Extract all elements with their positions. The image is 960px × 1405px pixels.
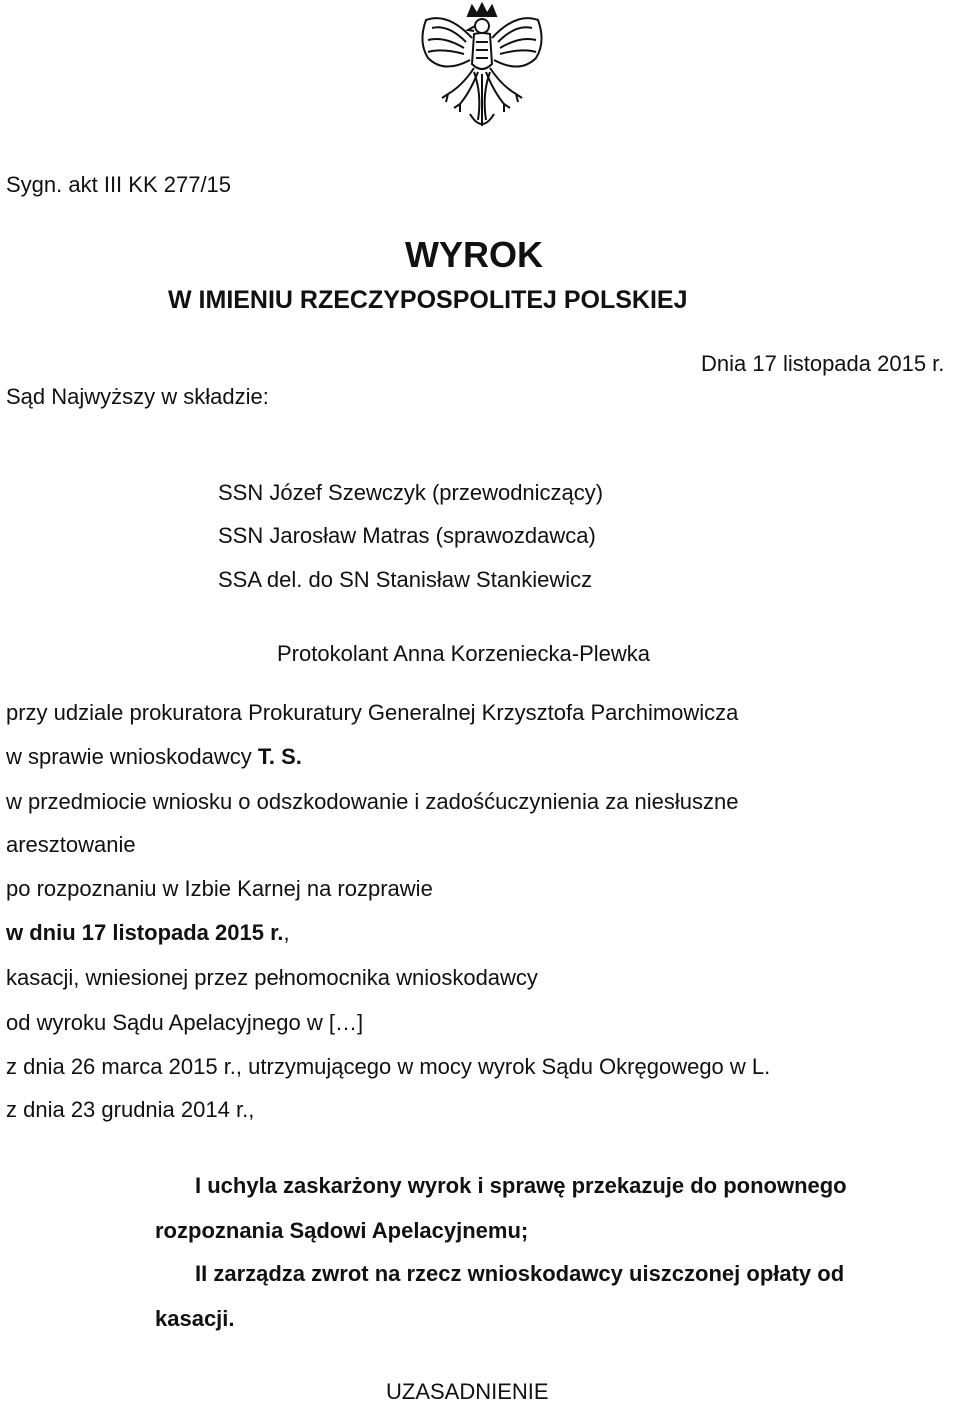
case-intro: w sprawie wnioskodawcy	[6, 744, 258, 769]
hearing-date-suffix: ,	[283, 920, 290, 945]
hearing-date-line	[6, 920, 290, 946]
case-number: Sygn. akt III KK 277/15	[6, 172, 232, 197]
document-subtitle: W IMIENIU RZECZYPOSPOLITEJ POLSKIEJ	[168, 286, 688, 314]
applicant-name: T. S.	[257, 744, 302, 769]
prosecutor-line: przy udziale prokuratora Prokuratury Generalnej Krzysztofa Parchimowicza	[6, 700, 739, 725]
appeal-from-line: od wyroku Sądu Apelacyjnego w […]	[6, 1010, 364, 1035]
ruling-item-1-line-2: rozpoznania Sądowi Apelacyjnemu;	[155, 1218, 529, 1243]
subject-line-2: aresztowanie	[6, 832, 136, 857]
ruling-item-2-line-2: kasacji.	[155, 1306, 235, 1331]
case-intro-line	[6, 744, 302, 770]
polish-eagle-icon	[408, 2, 556, 142]
court-composition-label: Sąd Najwyższy w składzie:	[6, 384, 269, 409]
district-judgment-date: z dnia 23 grudnia 2014 r.	[6, 1097, 249, 1122]
court-clerk: Protokolant Anna Korzeniecka-Plewka	[277, 641, 650, 666]
appeal-judgment-suffix: , utrzymującego w mocy wyrok Sądu Okręgowego w L.	[235, 1054, 771, 1079]
district-date-line	[6, 1097, 254, 1123]
judge-rapporteur: SSN Jarosław Matras (sprawozdawca)	[218, 523, 596, 548]
appeal-line: kasacji, wniesionej przez pełnomocnika wnioskodawcy	[6, 965, 538, 990]
hearing-line: po rozpoznaniu w Izbie Karnej na rozprawie	[6, 876, 433, 901]
subject-line-1: w przedmiocie wniosku o odszkodowanie i zadośćuczynienia za niesłuszne	[6, 789, 739, 814]
document-title: WYROK	[405, 234, 543, 275]
district-judgment-suffix: ,	[248, 1097, 255, 1122]
judge-presiding: SSN Józef Szewczyk (przewodniczący)	[218, 480, 604, 505]
judgment-date-line	[6, 1054, 770, 1080]
appeal-judgment-date: z dnia 26 marca 2015 r.	[6, 1054, 236, 1079]
ruling-item-1-line-1: I uchyla zaskarżony wyrok i sprawę przekazuje do ponownego	[195, 1173, 847, 1198]
ruling-item-2-line-1: II zarządza zwrot na rzecz wnioskodawcy uiszczonej opłaty od	[195, 1261, 845, 1286]
judgment-date: Dnia 17 listopada 2015 r.	[701, 351, 945, 376]
hearing-date: w dniu 17 listopada 2015 r.	[6, 920, 284, 945]
justification-heading: UZASADNIENIE	[386, 1379, 549, 1404]
judge-delegated: SSA del. do SN Stanisław Stankiewicz	[218, 567, 593, 592]
